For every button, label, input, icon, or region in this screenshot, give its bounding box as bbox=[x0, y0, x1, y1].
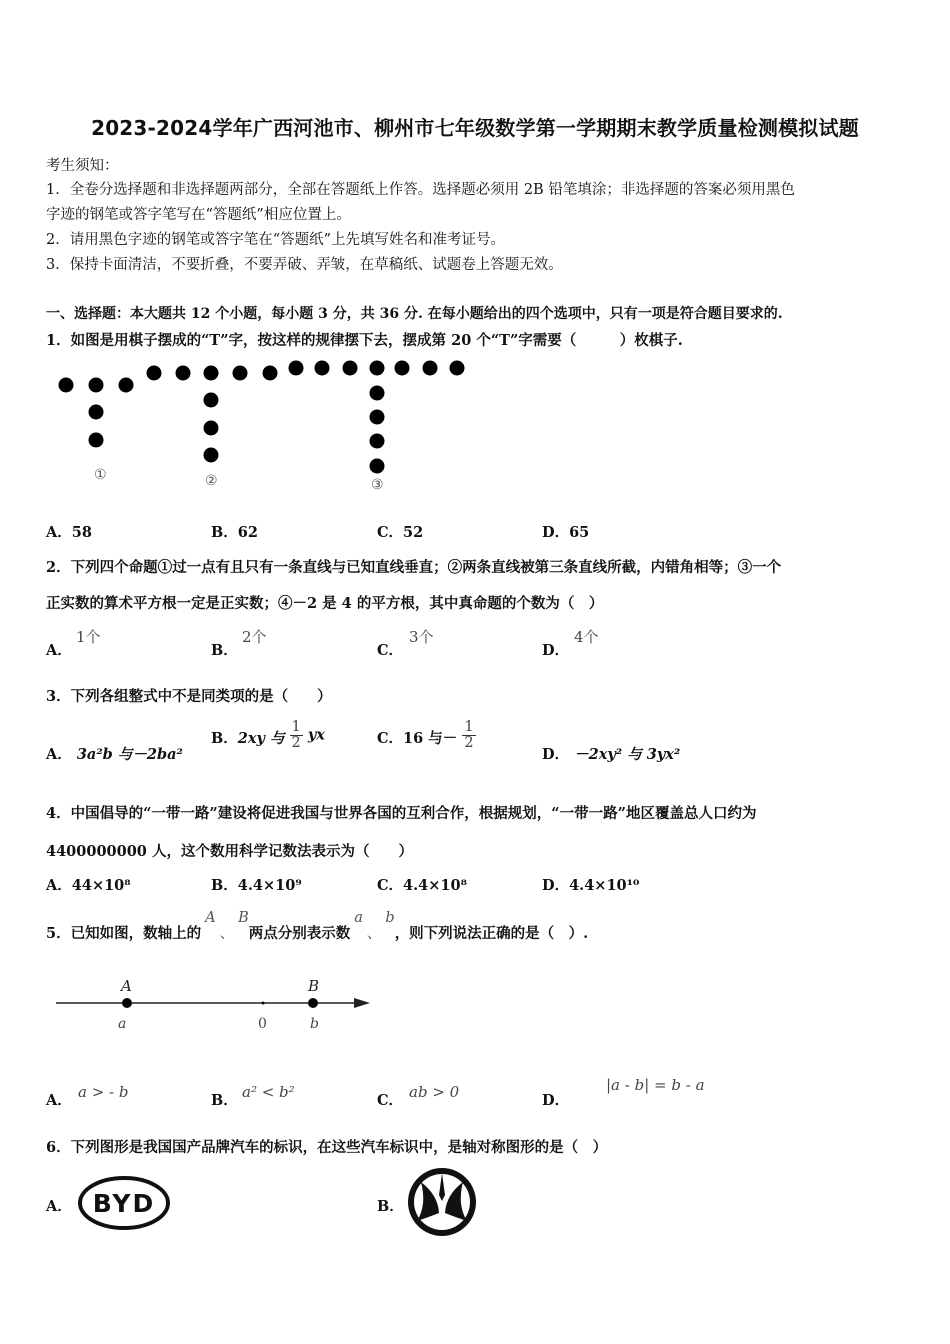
option-letter: D． bbox=[542, 746, 570, 763]
q5-stem bbox=[46, 907, 588, 945]
option-letter: C． bbox=[377, 524, 404, 541]
byd-logo-icon bbox=[76, 1174, 172, 1232]
option-value: a² < b² bbox=[242, 1083, 295, 1101]
option-letter: A． bbox=[46, 642, 72, 659]
point-b bbox=[308, 998, 318, 1008]
option-value: －2xy² 与 3yx² bbox=[574, 746, 681, 763]
var-a: a bbox=[354, 910, 363, 926]
option-letter: B． bbox=[211, 877, 238, 894]
option-value: 2xy 与 bbox=[237, 729, 285, 747]
byd-logo-text: BYD bbox=[92, 1189, 156, 1218]
option-value: yx bbox=[307, 726, 325, 744]
option-value: 62 bbox=[237, 524, 258, 541]
axis-label-b: b bbox=[310, 1016, 319, 1032]
q1-stem: 1．如图是用棋子摆成的“T”字，按这样的规律摆下去，摆成第 20 个“T”字需要（ ）枚棋子. bbox=[46, 332, 683, 349]
point-a-label: A bbox=[205, 910, 216, 926]
option-value: 1个 bbox=[76, 628, 101, 646]
option-value: 4.4×10⁸ bbox=[403, 877, 467, 894]
option-value: 65 bbox=[569, 524, 590, 541]
notice-item: 字迹的钢笔或答字笔写在“答题纸”相应位置上。 bbox=[46, 207, 351, 223]
option-letter: D． bbox=[542, 1092, 570, 1109]
fraction-numerator: 1 bbox=[291, 719, 301, 735]
option-letter: A． bbox=[46, 877, 72, 894]
option-value: 16 与－ bbox=[403, 729, 458, 747]
option-letter: A． bbox=[46, 746, 72, 763]
q6-stem: 6．下列图形是我国国产品牌汽车的标识，在这些汽车标识中，是轴对称图形的是（ ） bbox=[46, 1139, 608, 1156]
option-value: 2个 bbox=[242, 628, 267, 646]
q4-stem: 4400000000 人，这个数用科学记数法表示为（ ） bbox=[46, 843, 413, 860]
dongfeng-logo-icon bbox=[405, 1165, 479, 1239]
fraction-denominator: 2 bbox=[464, 734, 474, 751]
point-b-label: B bbox=[238, 910, 249, 926]
option-value: |a - b| = b - a bbox=[606, 1076, 705, 1094]
option-letter: B． bbox=[211, 729, 238, 747]
separator: 、 bbox=[219, 926, 235, 942]
option-value: 4.4×10¹⁰ bbox=[569, 877, 640, 894]
axis-label-B: B bbox=[308, 977, 320, 995]
option-letter: D． bbox=[542, 524, 570, 541]
option-value: 52 bbox=[403, 524, 424, 541]
option-letter: C． bbox=[377, 1092, 404, 1109]
notice-item: 2．请用黑色字迹的钢笔或答字笔在“答题纸”上先填写姓名和准考证号。 bbox=[46, 232, 506, 248]
option-value: 3a²b 与－2ba² bbox=[76, 746, 183, 763]
option-value: 4个 bbox=[574, 628, 599, 646]
option-letter: C． bbox=[377, 729, 404, 747]
notice-item: 3．保持卡面清洁，不要折叠，不要弄破、弄皱，在草稿纸、试题卷上答题无效。 bbox=[46, 257, 563, 273]
option-value: 44×10⁸ bbox=[71, 877, 131, 894]
var-b: b bbox=[385, 910, 395, 926]
fraction-denominator: 2 bbox=[291, 734, 301, 751]
q4-stem: 4．中国倡导的“一带一路”建设将促进我国与世界各国的互利合作，根据规划，“一带一路”地区覆盖总人口约为 bbox=[46, 805, 757, 822]
page-title: 2023-2024学年广西河池市、柳州市七年级数学第一学期期末教学质量检测模拟试题 bbox=[91, 116, 859, 140]
q5-stem-text: 两点分别表示数 bbox=[248, 925, 351, 942]
option-letter: D． bbox=[542, 877, 570, 894]
t-shape-2 bbox=[147, 366, 278, 463]
notice-item: 1．全卷分选择题和非选择题两部分，全部在答题纸上作答。选择题必须用 2B 铅笔填涂；非选择题的答案必须用黑色 bbox=[46, 182, 795, 198]
option-letter: A． bbox=[46, 1198, 72, 1215]
q1-figure bbox=[40, 355, 480, 495]
option-value: 3个 bbox=[409, 628, 434, 646]
section-heading: 一、选择题：本大题共 12 个小题，每小题 3 分，共 36 分. 在每小题给出的四个选项中，只有一项是符合题目要求的. bbox=[46, 306, 783, 322]
option-value: 58 bbox=[71, 524, 92, 541]
option-letter: A． bbox=[46, 1092, 72, 1109]
option-value: 4.4×10⁹ bbox=[237, 877, 302, 894]
point-a bbox=[122, 998, 132, 1008]
option-value: ab > 0 bbox=[409, 1083, 460, 1101]
q5-stem-text: ，则下列说法正确的是（ ）. bbox=[394, 925, 589, 942]
axis-label-a: a bbox=[118, 1016, 127, 1032]
figure-label: ① bbox=[94, 467, 107, 483]
option-letter: B． bbox=[377, 1198, 404, 1215]
t-shape-1 bbox=[59, 378, 134, 448]
q3-stem: 3．下列各组整式中不是同类项的是（ ） bbox=[46, 688, 332, 705]
figure-label: ③ bbox=[371, 477, 384, 493]
number-line bbox=[50, 972, 380, 1042]
option-letter: C． bbox=[377, 642, 404, 659]
origin-point bbox=[262, 1002, 265, 1005]
q2-stem: 2．下列四个命题①过一点有且只有一条直线与已知直线垂直；②两条直线被第三条直线所截，内错角相等；③一个 bbox=[46, 559, 782, 576]
q2-stem: 正实数的算术平方根一定是正实数；④－2 是 4 的平方根，其中真命题的个数为（ ） bbox=[46, 595, 604, 612]
t-shape-3 bbox=[289, 361, 465, 474]
option-letter: C． bbox=[377, 877, 404, 894]
option-letter: A． bbox=[46, 524, 72, 541]
separator: 、 bbox=[366, 926, 382, 942]
axis-label-A: A bbox=[121, 977, 132, 995]
figure-label: ② bbox=[205, 473, 218, 489]
option-letter: B． bbox=[211, 524, 238, 541]
axis-label-zero: 0 bbox=[258, 1016, 267, 1032]
notice-heading: 考生须知： bbox=[46, 158, 119, 174]
option-value: a > - b bbox=[78, 1083, 129, 1101]
q5-stem-text: 5．已知如图，数轴上的 bbox=[46, 925, 202, 942]
option-letter: B． bbox=[211, 642, 238, 659]
option-letter: D． bbox=[542, 642, 570, 659]
option-letter: B． bbox=[211, 1092, 238, 1109]
fraction-numerator: 1 bbox=[464, 719, 474, 735]
